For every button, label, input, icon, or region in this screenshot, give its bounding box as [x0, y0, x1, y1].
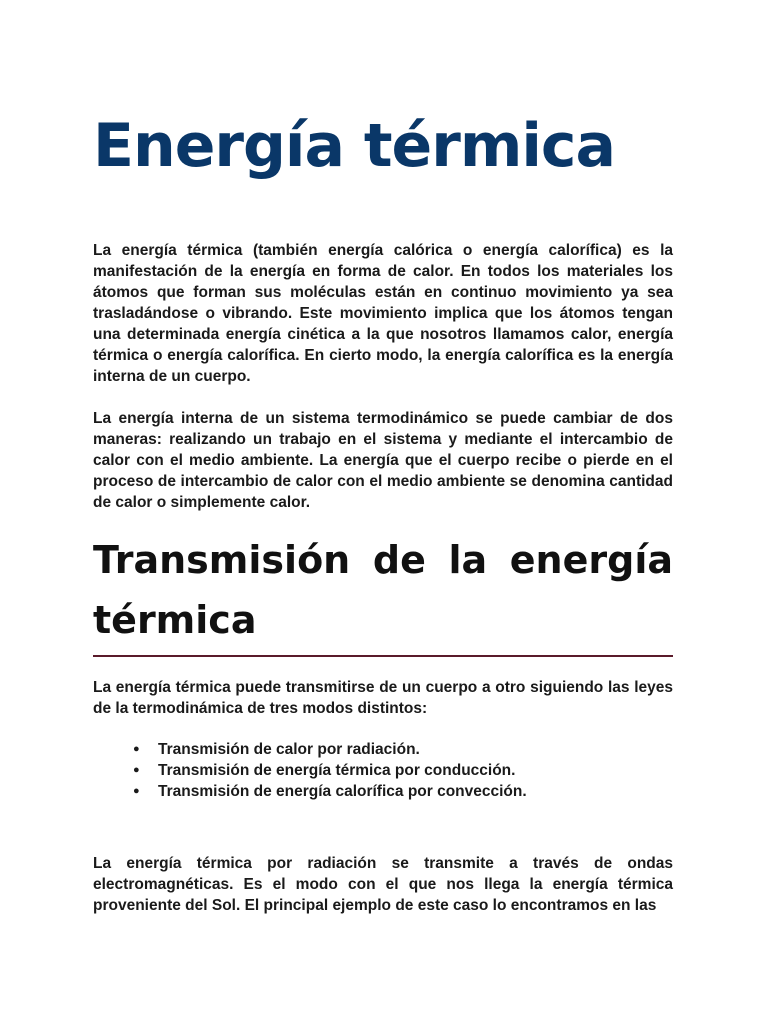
internal-energy-paragraph: La energía interna de un sistema termodinámico se puede cambiar de dos maneras: realizando un trabajo en el sistema y mediante el intercambio de calor con el medio ambiente. La energía que el cuerpo recibe o pierde en el proceso de intercambio de calor con el medio ambiente se denomina cantidad de calor o simplemente calor.	[93, 410, 673, 511]
list-item: ● Transmisión de energía térmica por conducción.	[133, 760, 527, 781]
list-item: ● Transmisión de energía calorífica por convección.	[133, 781, 527, 802]
intro-paragraph: La energía térmica (también energía calórica o energía calorífica) es la manifestación de la energía en forma de calor. En todos los materiales los átomos que forman sus moléculas están en continuo movimiento ya sea trasladándose o vibrando. Este movimiento implica que los átomos tengan una determinada energía cinética a la que nosotros llamamos calor, energía térmica o energía calorífica. En cierto modo, la energía calorífica es la energía interna de un cuerpo.	[93, 242, 673, 385]
document-title: Energía térmica	[93, 111, 615, 181]
radiation-paragraph: La energía térmica por radiación se transmite a través de ondas electromagnéticas. Es el modo con el que nos llega la energía térmica proveniente del Sol. El principal ejemplo de este caso lo encontramos en las	[93, 855, 673, 914]
transmission-modes-list	[133, 739, 527, 802]
section-intro-paragraph: La energía térmica puede transmitirse de un cuerpo a otro siguiendo las leyes de la termodinámica de tres modos distintos:	[93, 679, 673, 717]
section-divider	[93, 655, 673, 657]
section-heading: Transmisión de la energía térmica	[93, 538, 673, 642]
list-item: ● Transmisión de calor por radiación.	[133, 739, 527, 760]
